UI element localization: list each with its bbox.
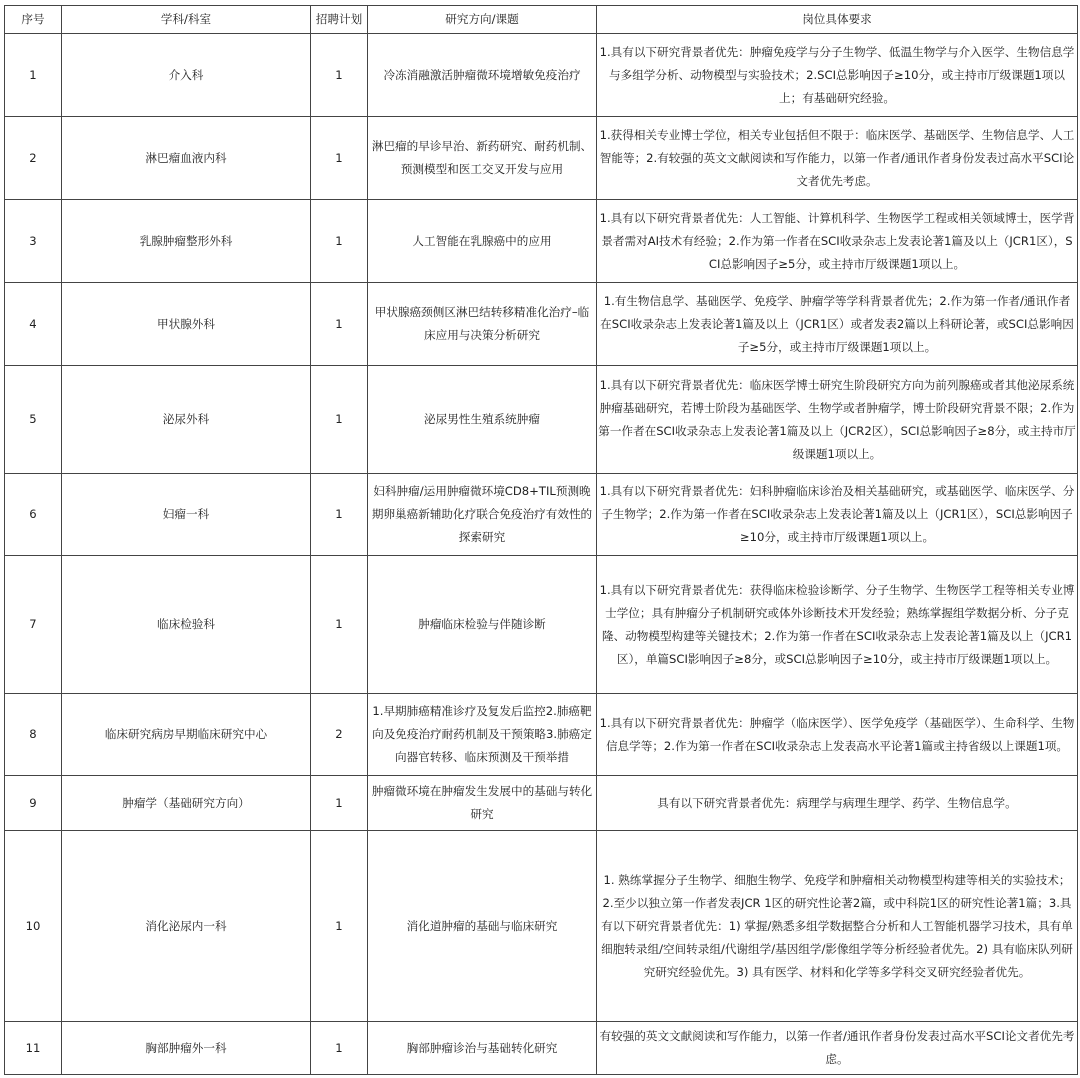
table-header-row	[5, 6, 1078, 34]
table-row	[5, 831, 1078, 1022]
cell-topic: 泌尿男性生殖系统肿瘤	[368, 366, 597, 474]
cell-no: 2	[5, 117, 62, 200]
cell-topic: 人工智能在乳腺癌中的应用	[368, 200, 597, 283]
cell-plan: 1	[311, 34, 368, 117]
table-row	[5, 283, 1078, 366]
table-row	[5, 34, 1078, 117]
cell-topic: 肿瘤微环境在肿瘤发生发展中的基础与转化研究	[368, 776, 597, 831]
table-row	[5, 1022, 1078, 1075]
table-row	[5, 366, 1078, 474]
cell-requirements: 1.有生物信息学、基础医学、免疫学、肿瘤学等学科背景者优先；2.作为第一作者/通讯作者在SCI收录杂志上发表论著1篇及以上（JCR1区）或者发表2篇以上科研论著，或SCI总影响因子≥5分，或主持市厅级课题1项以上。	[597, 283, 1078, 366]
cell-no: 10	[5, 831, 62, 1022]
cell-no: 7	[5, 556, 62, 694]
header-plan: 招聘计划	[311, 6, 368, 34]
cell-dept: 甲状腺外科	[62, 283, 311, 366]
table-row	[5, 694, 1078, 776]
cell-dept: 妇瘤一科	[62, 474, 311, 556]
cell-dept: 泌尿外科	[62, 366, 311, 474]
cell-no: 1	[5, 34, 62, 117]
cell-no: 3	[5, 200, 62, 283]
cell-requirements: 1.具有以下研究背景者优先：妇科肿瘤临床诊治及相关基础研究，或基础医学、临床医学、分子生物学；2.作为第一作者在SCI收录杂志上发表论著1篇及以上（JCR1区），SCI总影响因子≥10分，或主持市厅级课题1项以上。	[597, 474, 1078, 556]
cell-no: 11	[5, 1022, 62, 1075]
table-row	[5, 117, 1078, 200]
cell-requirements: 1.具有以下研究背景者优先：临床医学博士研究生阶段研究方向为前列腺癌或者其他泌尿系统肿瘤基础研究，若博士阶段为基础医学、生物学或者肿瘤学，博士阶段研究背景不限；2.作为第一作者在SCI收录杂志上发表论著1篇及以上（JCR2区），SCI总影响因子≥8分，或主持市厅级课题1项以上。	[597, 366, 1078, 474]
cell-no: 6	[5, 474, 62, 556]
cell-topic: 肿瘤临床检验与伴随诊断	[368, 556, 597, 694]
cell-requirements: 1.具有以下研究背景者优先：人工智能、计算机科学、生物医学工程或相关领域博士，医学背景者需对AI技术有经验；2.作为第一作者在SCI收录杂志上发表论著1篇及以上（JCR1区），SCI总影响因子≥5分，或主持市厅级课题1项以上。	[597, 200, 1078, 283]
cell-requirements: 1.具有以下研究背景者优先：肿瘤学（临床医学）、医学免疫学（基础医学）、生命科学、生物信息学等；2.作为第一作者在SCI收录杂志上发表高水平论著1篇或主持省级以上课题1项。	[597, 694, 1078, 776]
cell-topic: 淋巴瘤的早诊早治、新药研究、耐药机制、预测模型和医工交叉开发与应用	[368, 117, 597, 200]
cell-requirements: 1.具有以下研究背景者优先：获得临床检验诊断学、分子生物学、生物医学工程等相关专业博士学位；具有肿瘤分子机制研究或体外诊断技术开发经验；熟练掌握组学数据分析、分子克隆、动物模型构建等关键技术；2.作为第一作者在SCI收录杂志上发表论著1篇及以上（JCR1区），单篇SCI影响因子≥8分，或SCI总影响因子≥10分，或主持市厅级课题1项以上。	[597, 556, 1078, 694]
cell-dept: 胸部肿瘤外一科	[62, 1022, 311, 1075]
cell-topic: 胸部肿瘤诊治与基础转化研究	[368, 1022, 597, 1075]
cell-requirements: 有较强的英文文献阅读和写作能力，以第一作者/通讯作者身份发表过高水平SCI论文者优先考虑。	[597, 1022, 1078, 1075]
cell-requirements: 1.具有以下研究背景者优先：肿瘤免疫学与分子生物学、低温生物学与介入医学、生物信息学与多组学分析、动物模型与实验技术；2.SCI总影响因子≥10分，或主持市厅级课题1项以上；有基础研究经验。	[597, 34, 1078, 117]
header-topic: 研究方向/课题	[368, 6, 597, 34]
cell-topic: 冷冻消融激活肿瘤微环境增敏免疫治疗	[368, 34, 597, 117]
cell-plan: 1	[311, 200, 368, 283]
cell-no: 9	[5, 776, 62, 831]
cell-plan: 1	[311, 117, 368, 200]
cell-plan: 1	[311, 556, 368, 694]
cell-plan: 1	[311, 831, 368, 1022]
cell-requirements: 具有以下研究背景者优先：病理学与病理生理学、药学、生物信息学。	[597, 776, 1078, 831]
cell-requirements: 1.获得相关专业博士学位，相关专业包括但不限于：临床医学、基础医学、生物信息学、人工智能等；2.有较强的英文文献阅读和写作能力，以第一作者/通讯作者身份发表过高水平SCI论文者优先考虑。	[597, 117, 1078, 200]
table-row	[5, 556, 1078, 694]
cell-plan: 1	[311, 776, 368, 831]
cell-topic: 妇科肿瘤/运用肿瘤微环境CD8+TIL预测晚期卵巢癌新辅助化疗联合免疫治疗有效性的探索研究	[368, 474, 597, 556]
cell-plan: 1	[311, 1022, 368, 1075]
cell-dept: 肿瘤学（基础研究方向）	[62, 776, 311, 831]
header-no: 序号	[5, 6, 62, 34]
cell-plan: 2	[311, 694, 368, 776]
recruitment-table	[4, 5, 1078, 1075]
cell-dept: 临床检验科	[62, 556, 311, 694]
cell-no: 8	[5, 694, 62, 776]
cell-dept: 消化泌尿内一科	[62, 831, 311, 1022]
cell-no: 5	[5, 366, 62, 474]
table-row	[5, 776, 1078, 831]
header-requirements: 岗位具体要求	[597, 6, 1078, 34]
cell-topic: 消化道肿瘤的基础与临床研究	[368, 831, 597, 1022]
table-row	[5, 474, 1078, 556]
cell-plan: 1	[311, 283, 368, 366]
cell-dept: 介入科	[62, 34, 311, 117]
cell-topic: 甲状腺癌颈侧区淋巴结转移精准化治疗–临床应用与决策分析研究	[368, 283, 597, 366]
cell-dept: 淋巴瘤血液内科	[62, 117, 311, 200]
cell-dept: 临床研究病房早期临床研究中心	[62, 694, 311, 776]
cell-plan: 1	[311, 366, 368, 474]
table-row	[5, 200, 1078, 283]
header-dept: 学科/科室	[62, 6, 311, 34]
cell-dept: 乳腺肿瘤整形外科	[62, 200, 311, 283]
cell-plan: 1	[311, 474, 368, 556]
cell-requirements: 1. 熟练掌握分子生物学、细胞生物学、免疫学和肿瘤相关动物模型构建等相关的实验技术； 2.至少以独立第一作者发表JCR 1区的研究性论著2篇，或中科院1区的研究性论著1篇；3.具有以下研究背景者优先：1) 掌握/熟悉多组学数据整合分析和人工智能机器学习技术，具有单细胞转录组/空间转录组/代谢组学/基因组学/影像组学等分析经验者优先。2) 具有临床队列研究研究经验优先。3) 具有医学、材料和化学等多学科交叉研究经验者优先。	[597, 831, 1078, 1022]
cell-topic: 1.早期肺癌精准诊疗及复发后监控2.肺癌靶向及免疫治疗耐药机制及干预策略3.肺癌定向器官转移、临床预测及干预举措	[368, 694, 597, 776]
cell-no: 4	[5, 283, 62, 366]
